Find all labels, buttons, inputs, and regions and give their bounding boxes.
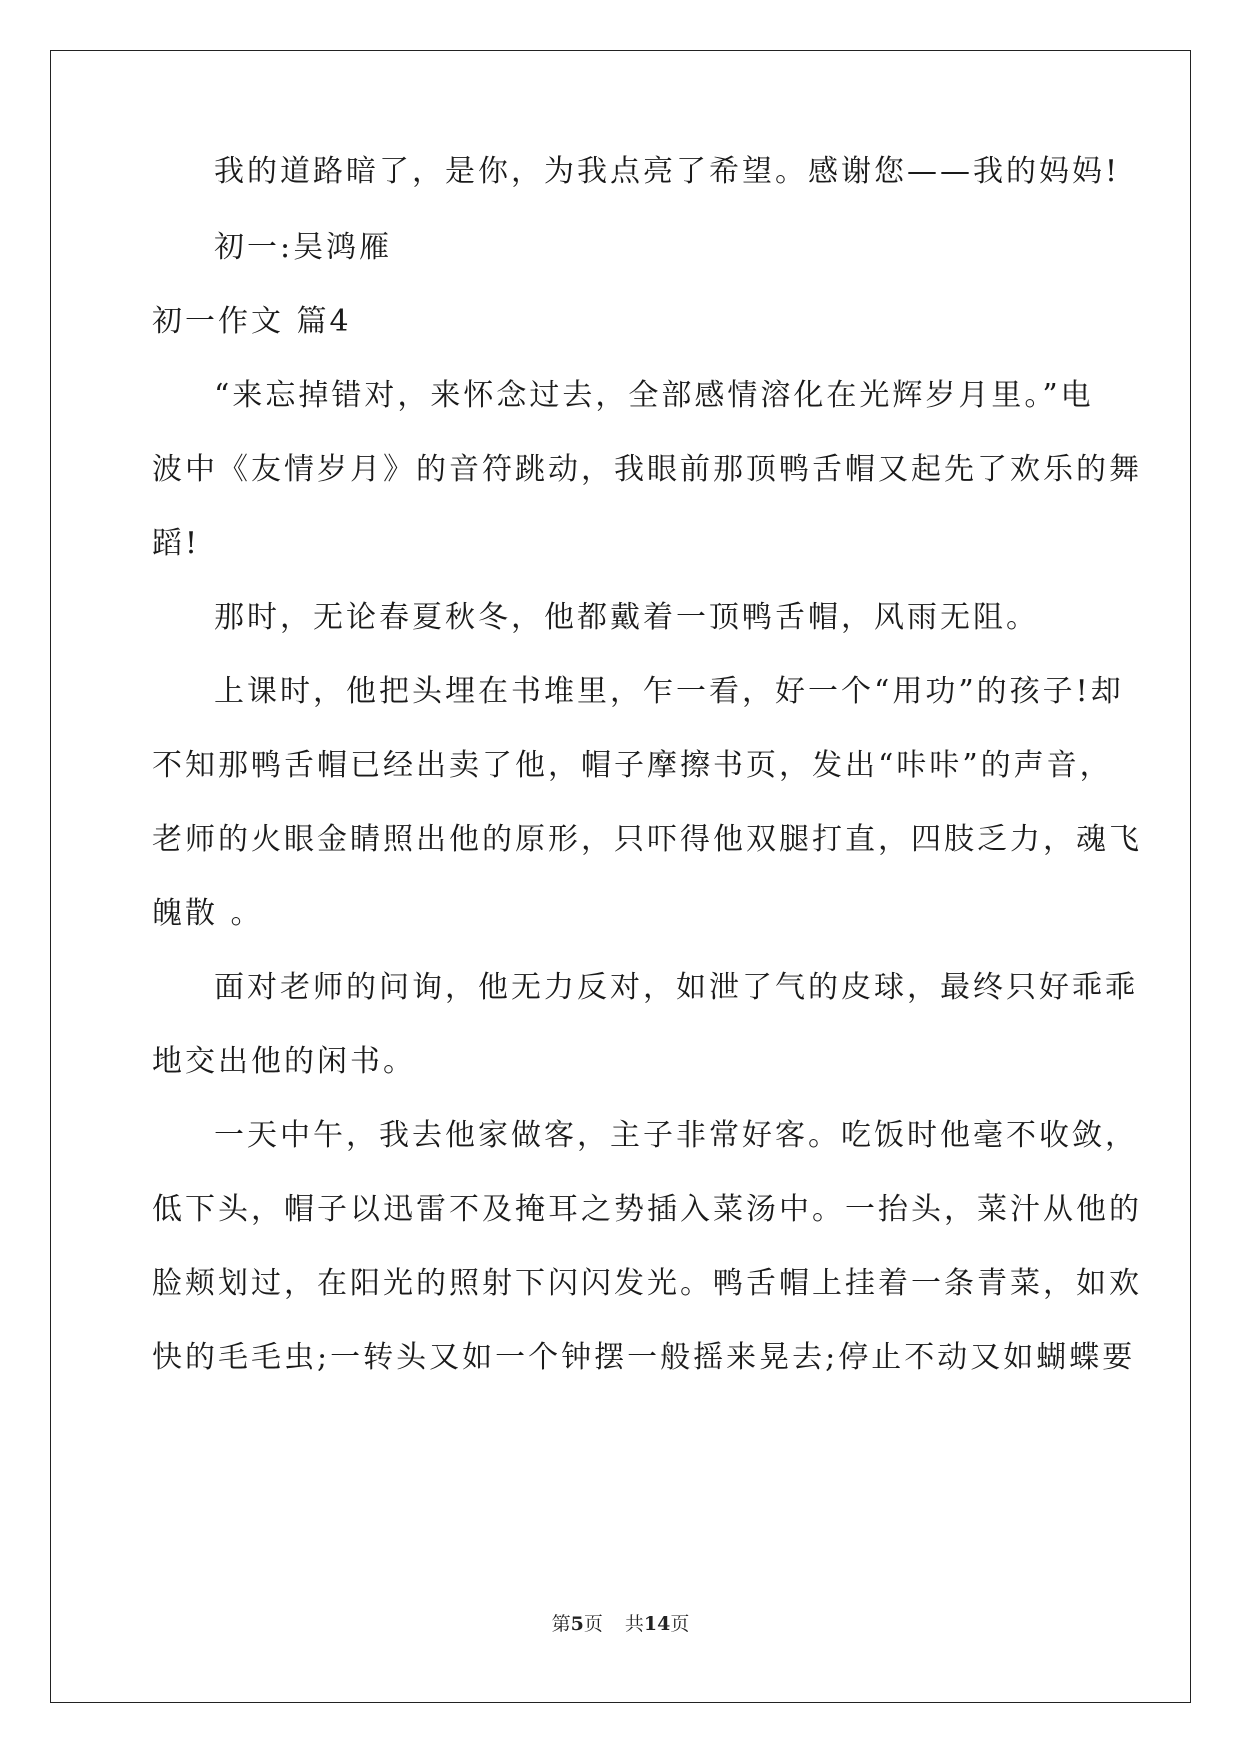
- paragraph-line: 低下头，帽子以迅雷不及掩耳之势插入菜汤中。一抬头，菜汁从他的: [152, 1192, 1142, 1227]
- total-prefix: 共: [624, 1613, 644, 1635]
- page-suffix: 页: [583, 1613, 603, 1635]
- page-prefix: 第: [551, 1613, 571, 1635]
- paragraph-line: 蹈!: [152, 526, 201, 561]
- paragraph-line: 面对老师的问询，他无力反对，如泄了气的皮球，最终只好乖乖: [214, 970, 1138, 1005]
- section-heading: 初一作文 篇4: [152, 304, 352, 339]
- paragraph-line: 我的道路暗了，是你，为我点亮了希望。感谢您——我的妈妈!: [214, 154, 1121, 189]
- paragraph-line: 老师的火眼金睛照出他的原形，只吓得他双腿打直，四肢乏力，魂飞: [152, 822, 1142, 857]
- author-line: 初一:吴鸿雁: [214, 230, 393, 265]
- paragraph-line: 波中《友情岁月》的音符跳动，我眼前那顶鸭舌帽又起先了欢乐的舞: [152, 452, 1142, 487]
- paragraph-line: 魄散 。: [152, 896, 264, 931]
- page-footer: [0, 1612, 1241, 1636]
- paragraph-line: 脸颊划过，在阳光的照射下闪闪发光。鸭舌帽上挂着一条青菜，如欢: [152, 1266, 1142, 1301]
- total-pages: 14: [643, 1613, 671, 1635]
- page-number: 5: [570, 1613, 584, 1635]
- paragraph-line: “来忘掉错对，来怀念过去，全部感情溶化在光辉岁月里。”电: [214, 378, 1094, 413]
- paragraph-line: 不知那鸭舌帽已经出卖了他，帽子摩擦书页，发出“咔咔”的声音，: [152, 748, 1113, 783]
- paragraph-line: 快的毛毛虫;一转头又如一个钟摆一般摇来晃去;停止不动又如蝴蝶要: [152, 1340, 1136, 1375]
- paragraph-line: 那时，无论春夏秋冬，他都戴着一顶鸭舌帽，风雨无阻。: [214, 600, 1039, 635]
- total-suffix: 页: [670, 1613, 690, 1635]
- paragraph-line: 上课时，他把头埋在书堆里，乍一看，好一个“用功”的孩子!却: [214, 674, 1124, 709]
- paragraph-line: 一天中午，我去他家做客，主子非常好客。吃饭时他毫不收敛，: [214, 1118, 1138, 1153]
- page-border: [50, 50, 1191, 1703]
- paragraph-line: 地交出他的闲书。: [152, 1044, 416, 1079]
